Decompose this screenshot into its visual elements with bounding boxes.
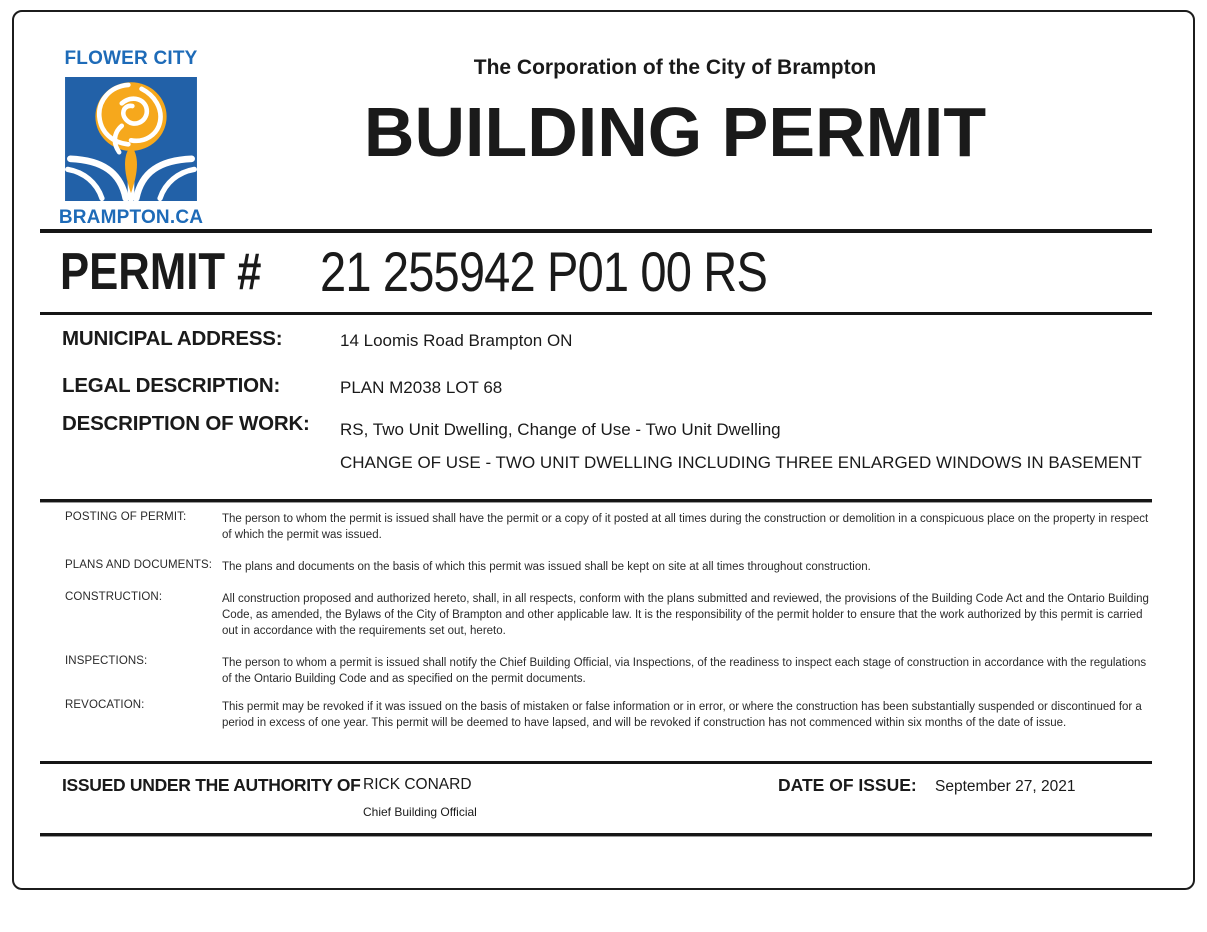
flower-city-rose-icon xyxy=(65,77,197,201)
condition-label: INSPECTIONS: xyxy=(65,655,148,667)
municipal-address-label: MUNICIPAL ADDRESS: xyxy=(62,327,283,350)
condition-plans-and-documents xyxy=(65,559,1155,575)
issued-authority-label: ISSUED UNDER THE AUTHORITY OF xyxy=(62,775,361,795)
condition-text: This permit may be revoked if it was issued on the basis of mistaken or false information or in error, or where the construction has been substantially suspended or discontinued for a period in excess of one year. This permit will be deemed to have lapsed, and will be revoked if construction has not commenced within six months of the date of issue. xyxy=(222,701,1142,729)
condition-construction xyxy=(65,591,1155,639)
condition-revocation xyxy=(65,699,1155,731)
condition-label: POSTING OF PERMIT: xyxy=(65,511,187,523)
permit-conditions xyxy=(65,511,1155,747)
official-name: RICK CONARD xyxy=(363,776,472,793)
description-of-work-extra: CHANGE OF USE - TWO UNIT DWELLING INCLUDING THREE ENLARGED WINDOWS IN BASEMENT xyxy=(340,453,1142,472)
condition-label: CONSTRUCTION: xyxy=(65,591,163,603)
brampton-logo xyxy=(56,48,206,229)
divider-permit xyxy=(40,312,1152,315)
municipal-address-value: 14 Loomis Road Brampton ON xyxy=(340,331,573,350)
legal-description-value: PLAN M2038 LOT 68 xyxy=(340,378,503,397)
divider-conditions-top xyxy=(40,499,1152,503)
condition-text: The person to whom the permit is issued shall have the permit or a copy of it posted at all times during the construction or demolition in a conspicuous place on the property in respect of which the permit was issued. xyxy=(222,513,1149,541)
divider-footer-top xyxy=(40,761,1152,764)
permit-number-value: 21 255942 P01 00 RS xyxy=(320,240,767,303)
condition-label: PLANS AND DOCUMENTS: xyxy=(65,559,213,571)
condition-label: REVOCATION: xyxy=(65,699,145,711)
corporation-line: The Corporation of the City of Brampton xyxy=(473,56,877,79)
logo-flower-city-text: FLOWER CITY xyxy=(64,48,198,69)
description-of-work-label: DESCRIPTION OF WORK: xyxy=(62,412,310,435)
condition-posting-of-permit xyxy=(65,511,1155,543)
description-of-work-value: RS, Two Unit Dwelling, Change of Use - Two Unit Dwelling xyxy=(340,420,781,439)
legal-description-label: LEGAL DESCRIPTION: xyxy=(62,374,281,397)
divider-header xyxy=(40,229,1152,233)
logo-brampton-ca-text: BRAMPTON.CA xyxy=(58,207,204,228)
condition-text: The person to whom a permit is issued shall notify the Chief Building Official, via Inspections, of the readiness to inspect each stage of construction in accordance with the regulations of the Ontario Building Code and as specified on the permit documents. xyxy=(222,657,1147,685)
document-title: BUILDING PERMIT xyxy=(363,93,987,171)
condition-text: The plans and documents on the basis of which this permit was issued shall be kept on site at all times throughout construction. xyxy=(222,561,871,573)
official-title: Chief Building Official xyxy=(363,805,477,819)
condition-text: All construction proposed and authorized hereto, shall, in all respects, conform with the plans submitted and reviewed, the provisions of the Building Code Act and the Ontario Building Code, as amended, the Bylaws of the City of Brampton and other applicable law. It is the responsibility of the permit holder to ensure that the work authorized by this permit is carried out in accordance with the requirements set out, hereto. xyxy=(222,593,1149,637)
divider-footer-bottom xyxy=(40,833,1152,837)
condition-inspections xyxy=(65,655,1155,687)
date-of-issue-label: DATE OF ISSUE: xyxy=(778,775,917,795)
date-of-issue-value: September 27, 2021 xyxy=(935,778,1076,795)
permit-number-label: PERMIT # xyxy=(60,243,262,301)
